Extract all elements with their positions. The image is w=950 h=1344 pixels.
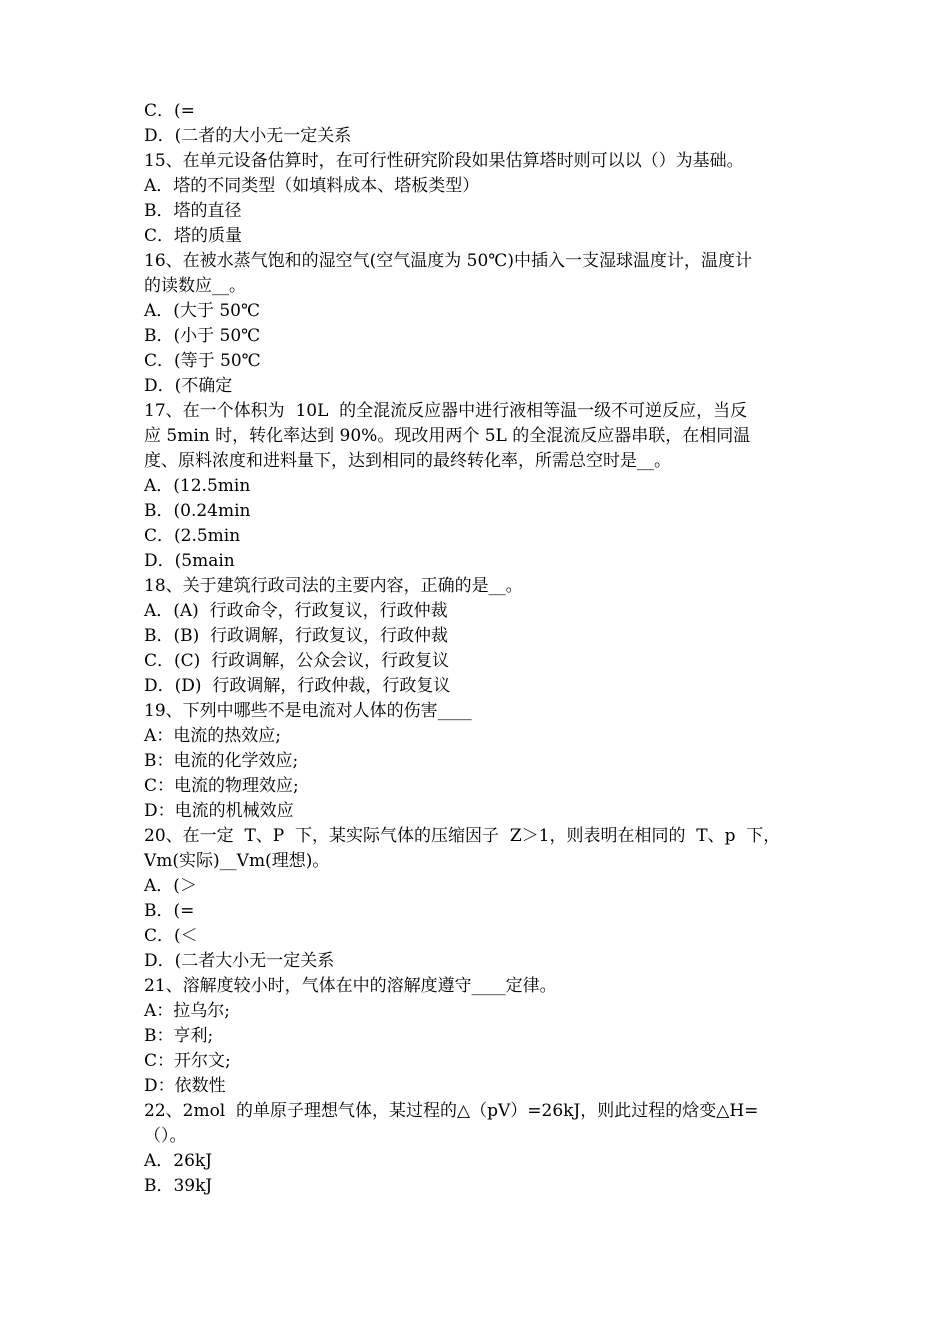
question-21: 21、溶解度较小时，气体在中的溶解度遵守____定律。 <box>144 976 557 996</box>
question-20: 20、在一定 T、P 下，某实际气体的压缩因子 Z＞1，则表明在相同的 T、p 下， <box>144 826 781 846</box>
option-line: C．(＜ <box>144 926 198 946</box>
option-line: B：电流的化学效应; <box>144 751 299 771</box>
option-line: C．(等于 50℃ <box>144 351 261 371</box>
question-20-cont: Vm(实际)__Vm(理想)。 <box>144 851 330 871</box>
question-15: 15、在单元设备估算时，在可行性研究阶段如果估算塔时则可以以（）为基础。 <box>144 151 744 171</box>
option-line: A．(12.5min <box>144 476 251 496</box>
option-line: A：电流的热效应; <box>144 726 282 746</box>
option-line: B．(0.24min <box>144 501 251 521</box>
option-line: C．(= <box>144 101 195 121</box>
option-line: C：电流的物理效应; <box>144 776 299 796</box>
option-line: B．39kJ <box>144 1176 213 1196</box>
option-line: D．(不确定 <box>144 376 233 396</box>
question-18: 18、关于建筑行政司法的主要内容，正确的是__。 <box>144 576 523 596</box>
option-line: B：亨利; <box>144 1026 214 1046</box>
question-17: 17、在一个体积为 10L 的全混流反应器中进行液相等温一级不可逆反应，当反 <box>144 401 748 421</box>
document-body <box>144 99 810 1199</box>
option-line: D：依数性 <box>144 1076 226 1096</box>
option-line: D．(5main <box>144 551 235 571</box>
option-line: D：电流的机械效应 <box>144 801 294 821</box>
option-line: D．(二者的大小无一定关系 <box>144 126 352 146</box>
option-line: B．塔的直径 <box>144 201 242 221</box>
option-line: C．塔的质量 <box>144 226 243 246</box>
option-line: A．(A) 行政命令，行政复议，行政仲裁 <box>144 601 448 621</box>
option-line: A．(＞ <box>144 876 197 896</box>
option-line: A．(大于 50℃ <box>144 301 260 321</box>
question-16-cont: 的读数应__。 <box>144 276 246 296</box>
option-line: D．(D) 行政调解，行政仲裁，行政复议 <box>144 676 451 696</box>
question-22: 22、2mol 的单原子理想气体，某过程的△（pV）=26kJ，则此过程的焓变△H= <box>144 1101 759 1121</box>
option-line: A：拉乌尔; <box>144 1001 231 1021</box>
question-17-cont: 度、原料浓度和进料量下，达到相同的最终转化率，所需总空时是__。 <box>144 451 671 471</box>
question-16: 16、在被水蒸气饱和的湿空气(空气温度为 50℃)中插入一支湿球温度计，温度计 <box>144 251 752 271</box>
option-line: B．(= <box>144 901 195 921</box>
option-line: B．(B) 行政调解，行政复议，行政仲裁 <box>144 626 449 646</box>
question-22-cont: （）。 <box>144 1126 187 1146</box>
option-line: B．(小于 50℃ <box>144 326 261 346</box>
option-line: A．塔的不同类型（如填料成本、塔板类型） <box>144 176 480 196</box>
option-line: C：开尔文; <box>144 1051 231 1071</box>
question-19: 19、下列中哪些不是电流对人体的伤害____ <box>144 701 472 721</box>
question-17-cont: 应 5min 时，转化率达到 90%。现改用两个 5L 的全混流反应器串联，在相同温 <box>144 426 751 446</box>
option-line: C．(2.5min <box>144 526 241 546</box>
option-line: C．(C) 行政调解，公众会议，行政复议 <box>144 651 450 671</box>
option-line: A．26kJ <box>144 1151 213 1171</box>
option-line: D．(二者大小无一定关系 <box>144 951 335 971</box>
